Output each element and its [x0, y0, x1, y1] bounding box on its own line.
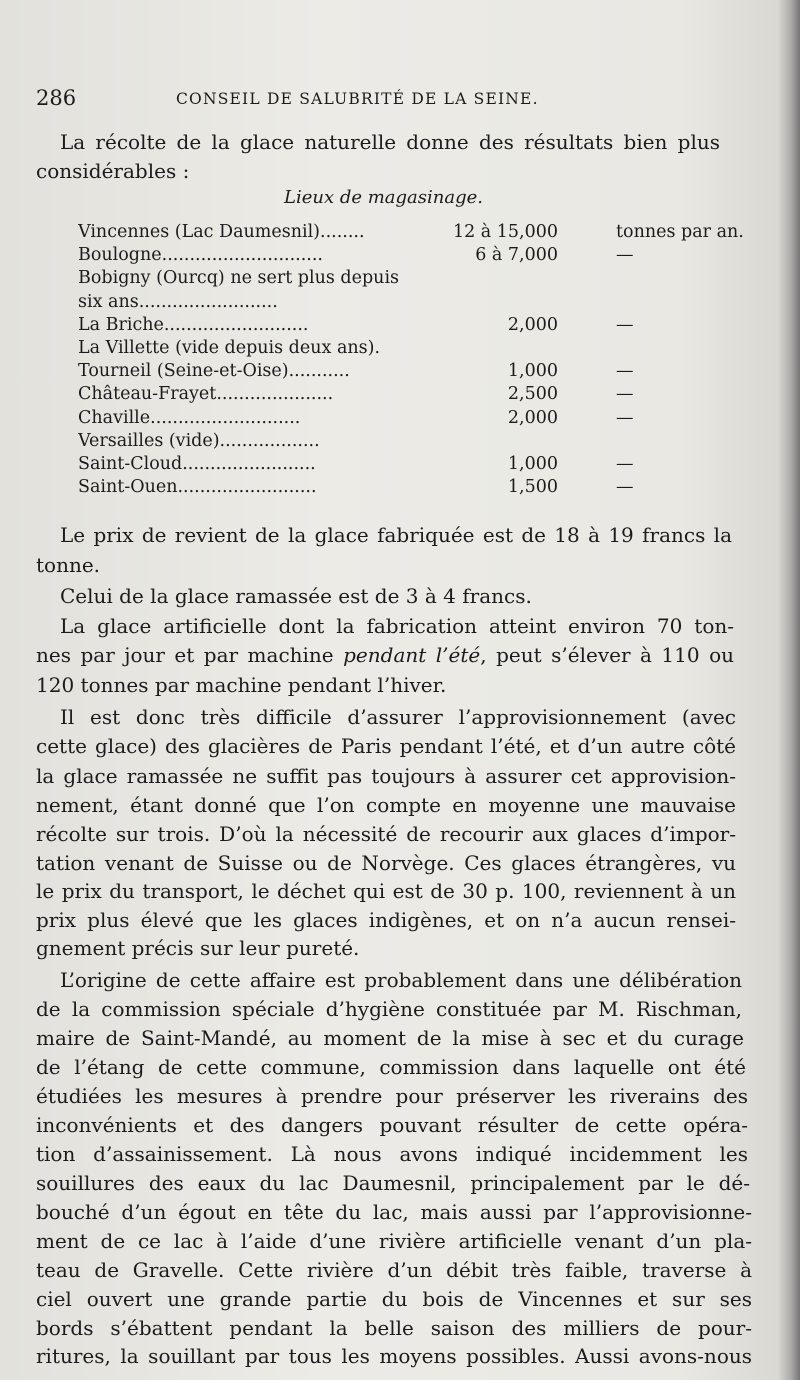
table-place: Versailles (vide).................. — [78, 430, 320, 451]
table-row — [78, 289, 718, 315]
text-line: Celui de la glace ramassée est de 3 à 4 francs. — [60, 584, 532, 608]
table-unit: — — [616, 477, 634, 498]
table-row — [78, 451, 718, 477]
table-quantity: 2,000 — [507, 314, 558, 335]
table-quantity: 1,000 — [507, 361, 558, 382]
table-row — [78, 242, 718, 268]
text-line: maire de Saint-Mandé, au moment de la mise à sec et du curage — [36, 1026, 744, 1050]
table-place: Boulogne............................. — [78, 245, 323, 266]
table-row — [78, 358, 718, 384]
text-line: ritures, la souillant par tous les moyens possibles. Aussi avons-nous — [36, 1344, 752, 1368]
text-line: le prix du transport, le déchet qui est de 30 p. 100, reviennent à un — [36, 879, 736, 903]
table-quantity: 1,000 — [507, 454, 558, 474]
table-quantity: 12 à 15,000 — [452, 222, 558, 242]
table-unit: — — [616, 314, 634, 335]
table-place: Vincennes (Lac Daumesnil)........ — [78, 222, 365, 242]
table-unit: — — [616, 407, 634, 428]
text-line: souillures des eaux du lac Daumesnil, principalement par le dé- — [36, 1171, 750, 1195]
text-line: nes par jour et par machine pendant l’été, peut s’élever à 110 ou — [36, 643, 735, 667]
text-line: tation venant de Suisse ou de Norvège. Ces glaces étrangères, vu — [36, 851, 736, 875]
table-place: Bobigny (Ourcq) ne sert plus depuis — [78, 268, 400, 289]
text-line: prix plus élevé que les glaces indigènes, et on n’a aucun rensei- — [36, 908, 736, 932]
text-line: 120 tonnes par machine pendant l’hiver. — [36, 673, 447, 697]
text-line: Le prix de revient de la glace fabriquée est de 18 à 19 francs la — [60, 523, 732, 547]
table-row — [78, 381, 718, 407]
table-row — [78, 405, 718, 431]
table-place: Tourneil (Seine-et-Oise)........... — [78, 361, 350, 382]
table-row — [78, 474, 718, 500]
text-line: teau de Gravelle. Cette rivière d’un débit très faible, traverse à — [36, 1258, 752, 1282]
text-line: de l’étang de cette commune, commission dans laquelle ont été — [36, 1055, 746, 1079]
table-row — [78, 312, 718, 338]
text-line: tonne. — [36, 553, 101, 577]
table-place: Saint-Cloud........................ — [78, 454, 316, 474]
running-title: CONSEIL DE SALUBRITÉ DE LA SEINE. — [176, 90, 539, 108]
text-line: nement, étant donné que l’on compte en moyenne une mauvaise — [36, 793, 736, 817]
text-line: tion d’assainissement. Là nous avons indiqué incidemment les — [36, 1142, 748, 1166]
intro-line-2: considérables : — [36, 159, 190, 183]
table-place: Château-Frayet..................... — [78, 384, 334, 405]
table-quantity: 2,000 — [507, 407, 558, 428]
text-line: inconvénients et des dangers pouvant résulter de cette opéra- — [36, 1113, 748, 1137]
text-line: La glace artificielle dont la fabrication atteint environ 70 ton- — [60, 614, 734, 638]
table-unit: — — [616, 384, 634, 405]
page-number: 286 — [36, 86, 77, 110]
table-quantity: 1,500 — [507, 477, 558, 498]
table-quantity: 6 à 7,000 — [475, 245, 558, 266]
text-line: la glace ramassée ne suffit pas toujours à assurer cet approvision- — [36, 764, 736, 788]
text-line: de la commission spéciale d’hygiène constituée par M. Rischman, — [36, 997, 742, 1021]
text-line: L’origine de cette affaire est probablement dans une délibération — [60, 968, 742, 992]
text-line: ciel ouvert une grande partie du bois de Vincennes et sur ses — [36, 1287, 752, 1311]
text-line: bords s’ébattent pendant la belle saison des milliers de pour- — [36, 1316, 752, 1340]
table-place: Saint-Ouen......................... — [78, 477, 317, 498]
table-place: six ans......................... — [78, 291, 278, 312]
table-row — [78, 428, 718, 454]
text-line: Il est donc très difficile d’assurer l’approvisionnement (avec — [60, 705, 736, 729]
table-place: La Briche.......................... — [78, 314, 309, 335]
table-row — [78, 219, 744, 245]
table-place: Chaville........................... — [78, 407, 301, 428]
table-quantity: 2,500 — [507, 384, 558, 405]
table-row — [78, 335, 718, 361]
text-line: ment de ce lac à l’aide d’une rivière artificielle venant d’un pla- — [36, 1229, 752, 1253]
table-place: La Villette (vide depuis deux ans). — [78, 338, 381, 358]
text-line: étudiées les mesures à prendre pour préserver les riverains des — [36, 1084, 748, 1108]
page-header — [36, 86, 756, 114]
text-line: cette glace) des glacières de Paris pendant l’été, et d’un autre côté — [36, 734, 736, 758]
table-heading: Lieux de magasinage. — [284, 187, 483, 208]
table-unit: — — [616, 245, 634, 266]
table-unit: — — [616, 454, 634, 474]
text-line: récolte sur trois. D’où la nécessité de recourir aux glaces d’impor- — [36, 822, 736, 846]
intro-line-1: La récolte de la glace naturelle donne des résultats bien plus — [60, 130, 720, 154]
text-line: bouché d’un égout en tête du lac, mais aussi par l’approvisionne- — [36, 1200, 752, 1224]
table-unit: tonnes par an. — [616, 222, 744, 242]
table-row — [78, 265, 718, 291]
text-line: gnement précis sur leur pureté. — [36, 936, 360, 960]
page-edge-shadow — [778, 0, 800, 1380]
table-unit: — — [616, 361, 634, 382]
